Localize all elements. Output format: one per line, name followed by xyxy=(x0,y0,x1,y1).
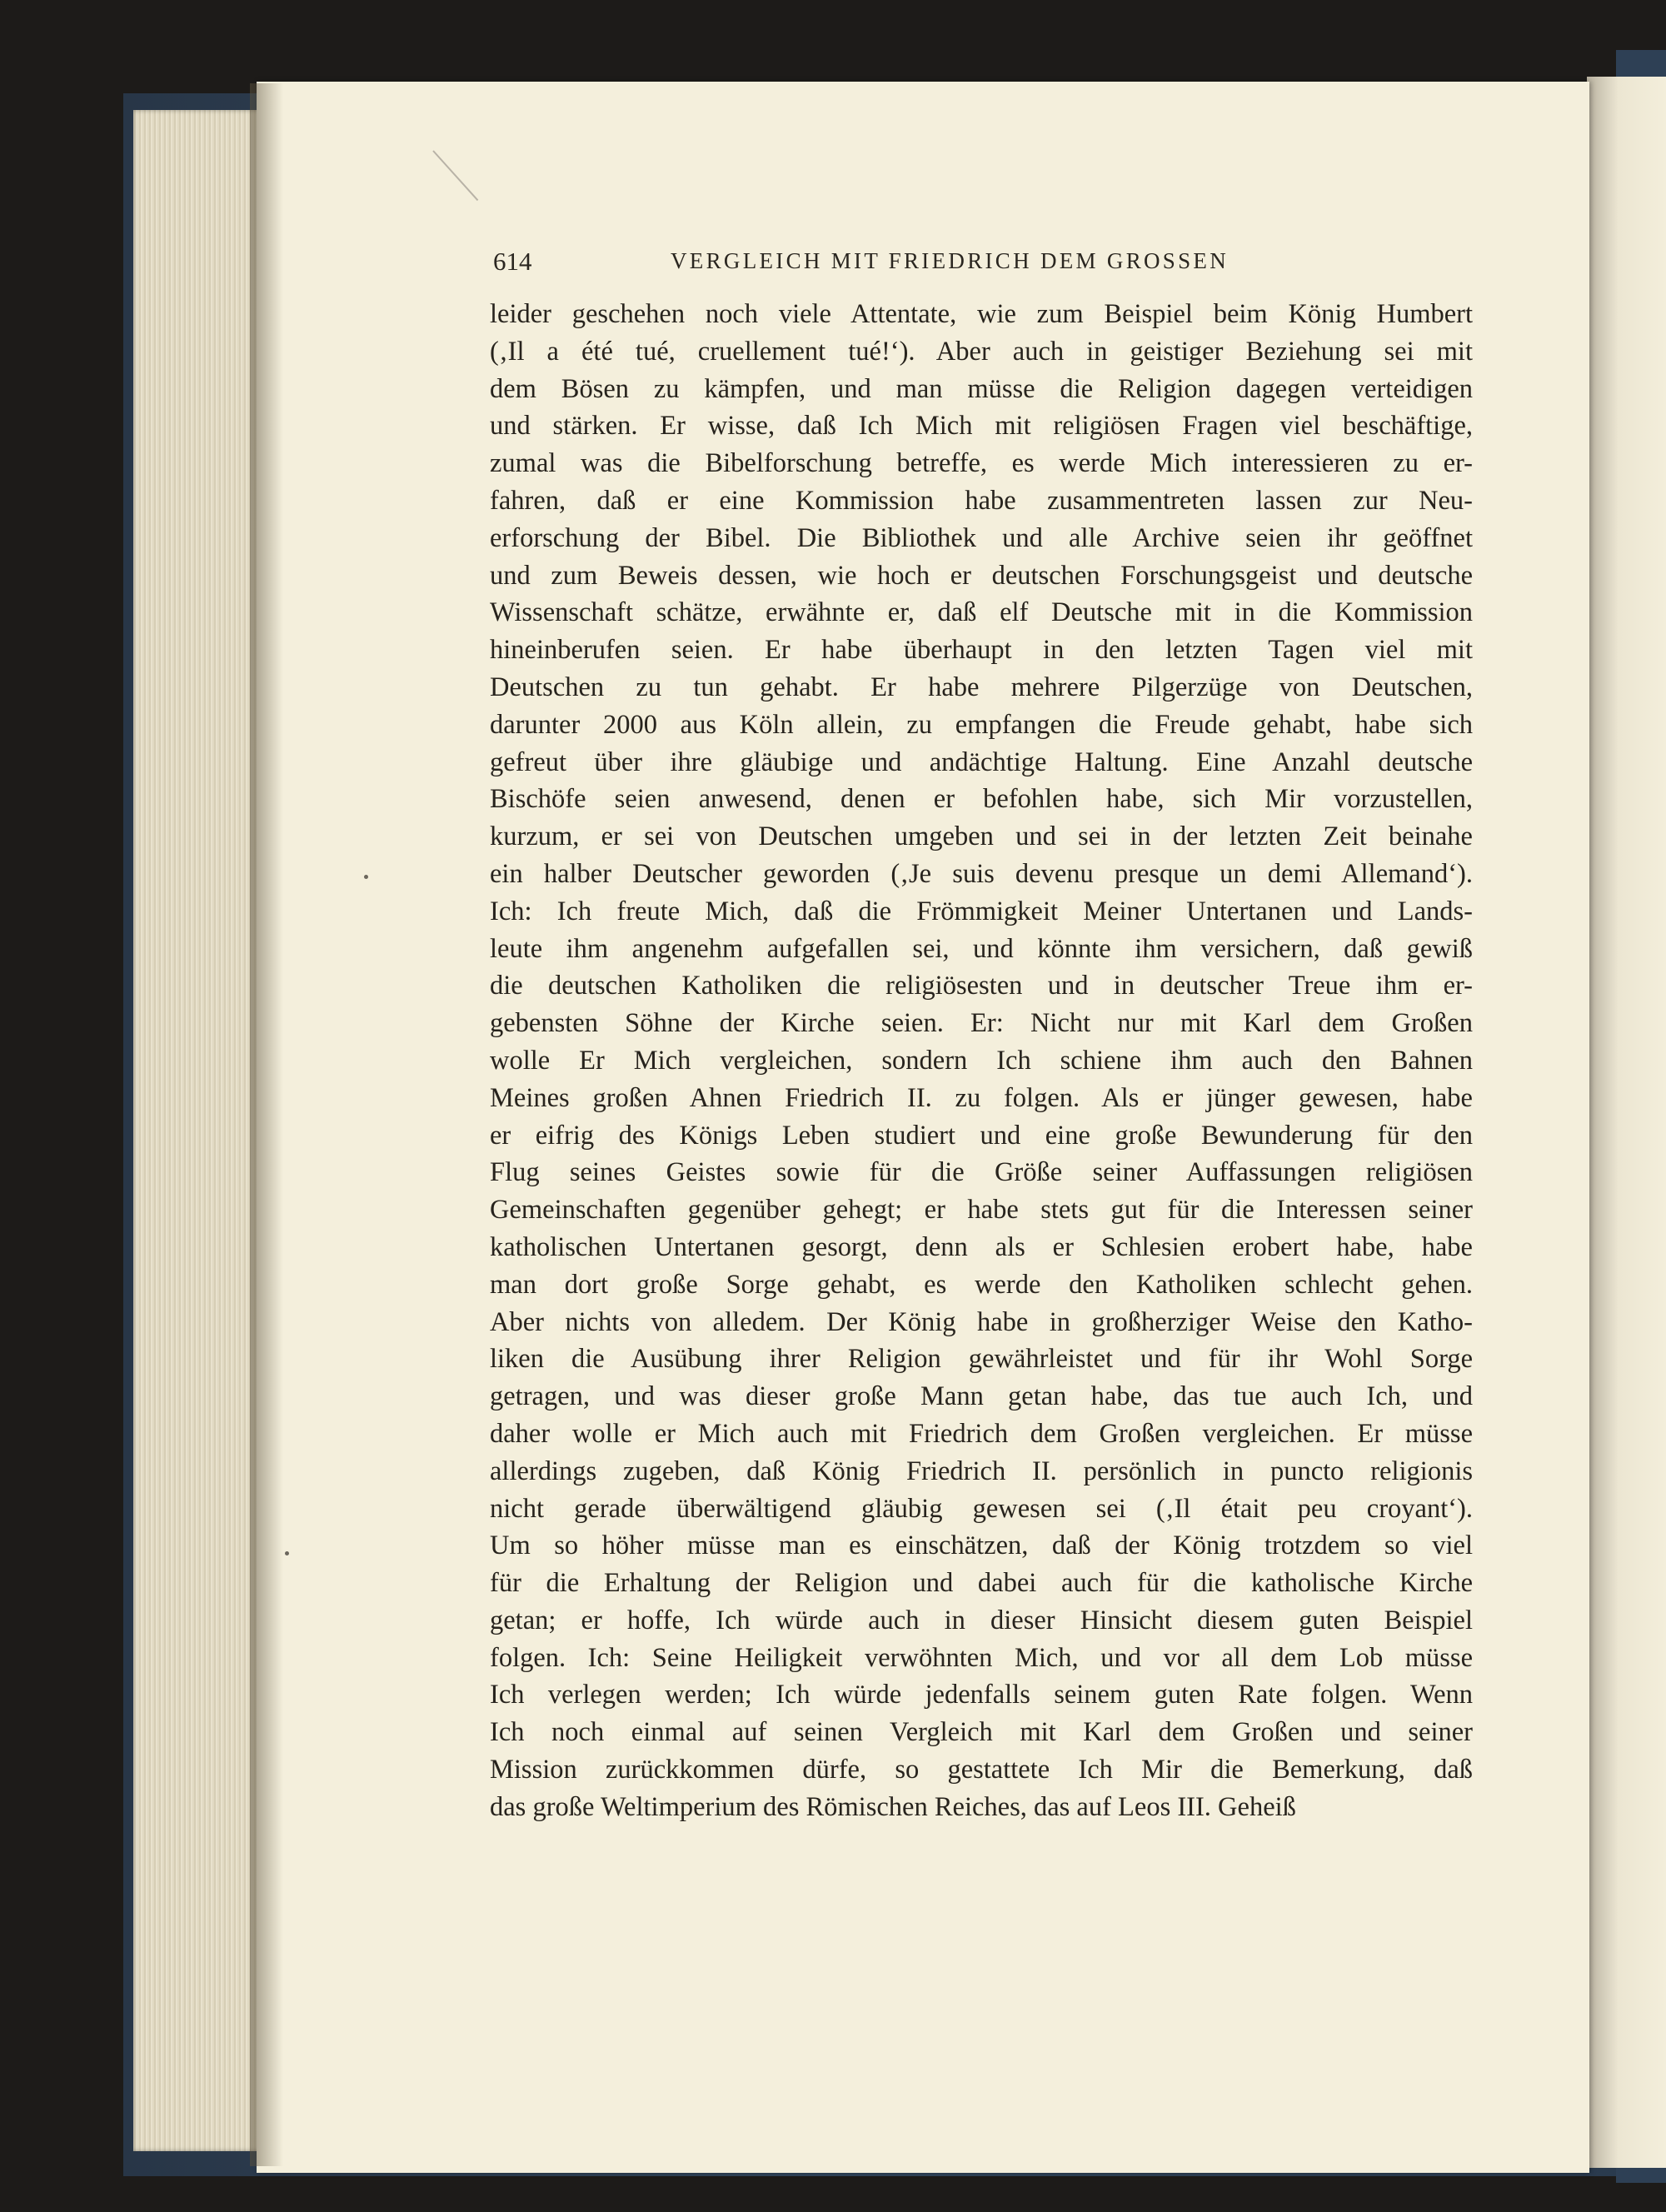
text-line: nicht gerade überwältigend gläubig gewesen sei (‚Il était peu croyant‘). xyxy=(490,1493,1473,1524)
text-line: erforschung der Bibel. Die Bibliothek und alle Archive seien ihr geöffnet xyxy=(490,522,1473,553)
text-line: getan; er hoffe, Ich würde auch in dieser Hinsicht diesem guten Beispiel xyxy=(490,1605,1473,1635)
running-title: VERGLEICH MIT FRIEDRICH DEM GROSSEN xyxy=(671,248,1230,273)
text-line: das große Weltimperium des Römischen Reiches, das auf Leos III. Geheiß xyxy=(490,1791,1296,1822)
text-line: und stärken. Er wisse, daß Ich Mich mit religiösen Fragen viel beschäftige, xyxy=(490,411,1473,442)
text-line: leider geschehen noch viele Attentate, wie zum Beispiel beim König Humbert xyxy=(490,299,1473,329)
text-line: die deutschen Katholiken die religiösesten und in deutscher Treue ihm er- xyxy=(490,971,1473,1001)
text-line: liken die Ausübung ihrer Religion gewährleistet und für ihr Wohl Sorge xyxy=(490,1344,1473,1375)
text-line: leute ihm angenehm aufgefallen sei, und könnte ihm versichern, daß gewiß xyxy=(490,933,1473,964)
margin-dot xyxy=(364,875,368,879)
text-line: katholischen Untertanen gesorgt, denn als er Schlesien erobert habe, habe xyxy=(490,1231,1473,1262)
body-text xyxy=(490,296,1473,1826)
page-block-edges xyxy=(133,110,262,2151)
text-line: daher wolle er Mich auch mit Friedrich dem Großen vergleichen. Er müsse xyxy=(490,1418,1473,1449)
text-line: fahren, daß er eine Kommission habe zusammentreten lassen zur Neu- xyxy=(490,485,1473,516)
text-line: getragen, und was dieser große Mann getan habe, das tue auch Ich, und xyxy=(490,1381,1473,1412)
page-number: 614 xyxy=(493,247,532,276)
facing-page-edge xyxy=(1587,77,1666,2168)
text-line: dem Bösen zu kämpfen, und man müsse die Religion dagegen verteidigen xyxy=(490,373,1473,404)
text-line: gebensten Söhne der Kirche seien. Er: Nicht nur mit Karl dem Großen xyxy=(490,1008,1473,1039)
text-line: und zum Beweis dessen, wie hoch er deutschen Forschungsgeist und deutsche xyxy=(490,560,1473,591)
text-line: Mission zurückkommen dürfe, so gestattete Ich Mir die Bemerkung, daß xyxy=(490,1755,1473,1785)
text-line: (‚Il a été tué, cruellement tué!‘). Aber auch in geistiger Beziehung sei mit xyxy=(490,336,1473,367)
gutter-shadow xyxy=(250,83,283,2166)
text-line: wolle Er Mich vergleichen, sondern Ich schiene ihm auch den Bahnen xyxy=(490,1045,1473,1076)
text-line: Um so höher müsse man es einschätzen, daß der König trotzdem so viel xyxy=(490,1530,1473,1561)
text-line: für die Erhaltung der Religion und dabei auch für die katholische Kirche xyxy=(490,1568,1473,1599)
text-line: Bischöfe seien anwesend, denen er befohlen habe, sich Mir vorzustellen, xyxy=(490,784,1473,815)
text-line: Meines großen Ahnen Friedrich II. zu folgen. Als er jünger gewesen, habe xyxy=(490,1082,1473,1113)
text-line: Flug seines Geistes sowie für die Größe seiner Auffassungen religiösen xyxy=(490,1157,1473,1188)
text-line: allerdings zugeben, daß König Friedrich II. persönlich in puncto religionis xyxy=(490,1456,1473,1486)
text-line: Aber nichts von alledem. Der König habe in großherziger Weise den Katho- xyxy=(490,1306,1473,1337)
text-line: kurzum, er sei von Deutschen umgeben und sei in der letzten Zeit beinahe xyxy=(490,821,1473,852)
text-line: darunter 2000 aus Köln allein, zu empfangen die Freude gehabt, habe sich xyxy=(490,709,1473,740)
text-line: ein halber Deutscher geworden (‚Je suis devenu presque un demi Allemand‘). xyxy=(490,858,1473,889)
margin-dot xyxy=(285,1551,289,1555)
text-line: Wissenschaft schätze, erwähnte er, daß elf Deutsche mit in die Kommission xyxy=(490,597,1473,628)
text-line: gefreut über ihre gläubige und andächtige Haltung. Eine Anzahl deutsche xyxy=(490,746,1473,777)
text-line: Ich: Ich freute Mich, daß die Frömmigkeit Meiner Untertanen und Lands- xyxy=(490,896,1473,926)
text-line: Deutschen zu tun gehabt. Er habe mehrere Pilgerzüge von Deutschen, xyxy=(490,672,1473,702)
text-line: Ich noch einmal auf seinen Vergleich mit Karl dem Großen und seiner xyxy=(490,1717,1473,1748)
text-line: man dort große Sorge gehabt, es werde den Katholiken schlecht gehen. xyxy=(490,1269,1473,1300)
text-line: er eifrig des Königs Leben studiert und eine große Bewunderung für den xyxy=(490,1120,1473,1151)
text-line: zumal was die Bibelforschung betreffe, es werde Mich interessieren zu er- xyxy=(490,448,1473,479)
text-line: folgen. Ich: Seine Heiligkeit verwöhnten Mich, und vor all dem Lob müsse xyxy=(490,1642,1473,1673)
text-line: Gemeinschaften gegenüber gehegt; er habe stets gut für die Interessen seiner xyxy=(490,1195,1473,1226)
text-line: hineinberufen seien. Er habe überhaupt in den letzten Tagen viel mit xyxy=(490,635,1473,666)
text-line: Ich verlegen werden; Ich würde jedenfalls seinem guten Rate folgen. Wenn xyxy=(490,1680,1473,1710)
